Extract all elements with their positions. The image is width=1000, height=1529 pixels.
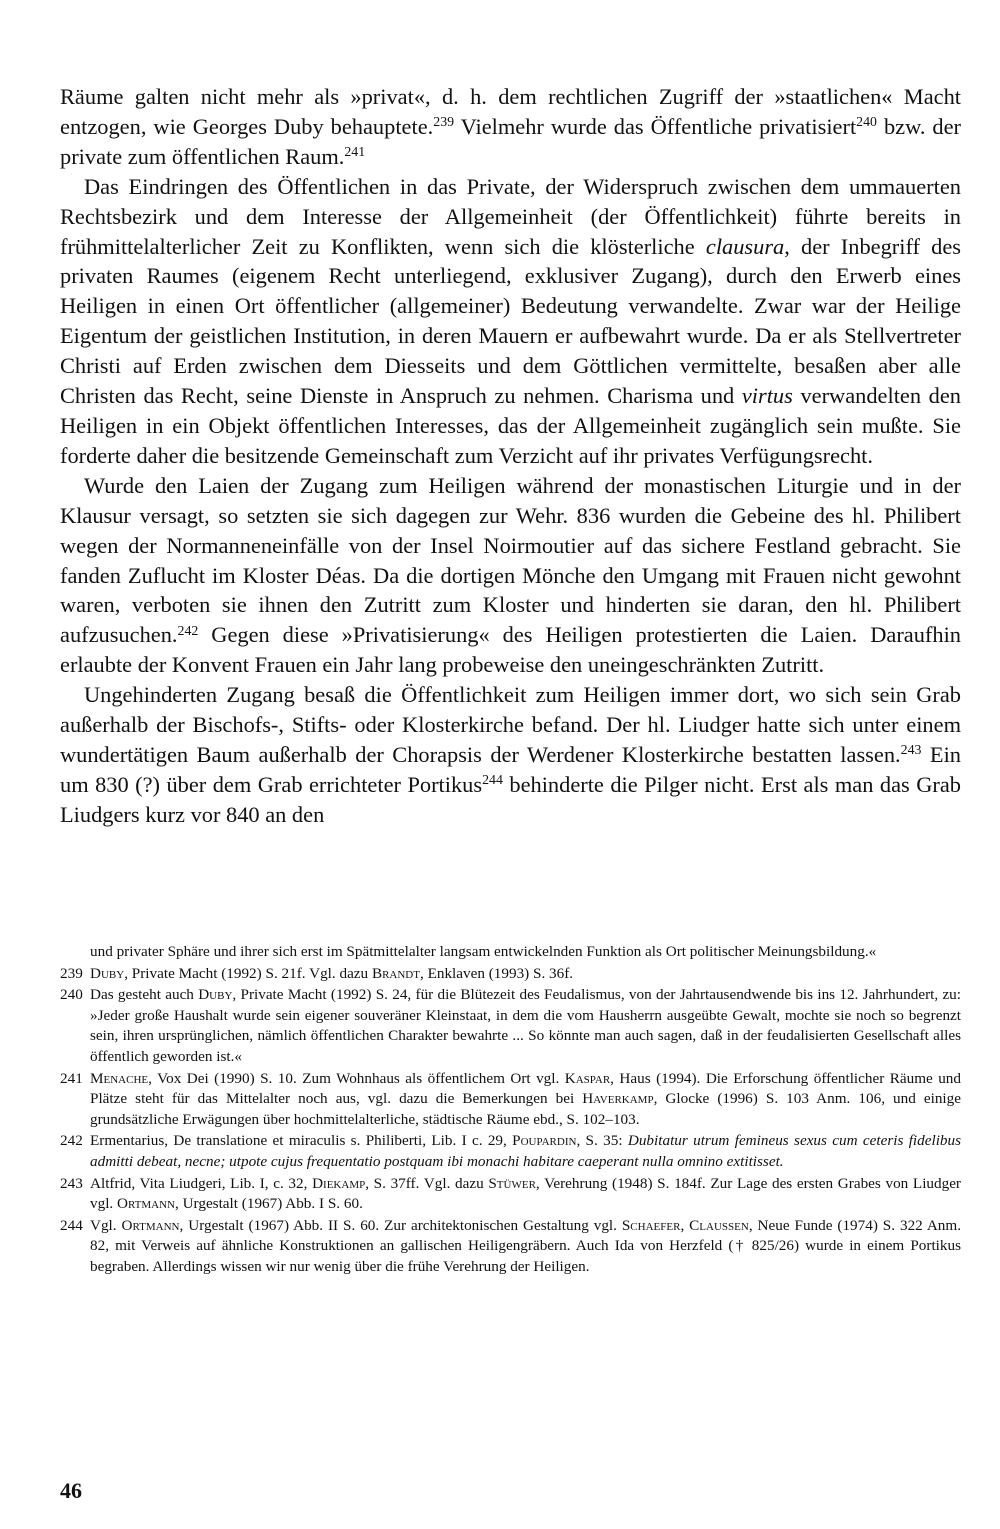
author-name: Brandt	[371, 964, 420, 982]
text-run: Vielmehr wurde das Öffentliche privatisiert	[454, 113, 857, 139]
text-run: verwandelten den Heiligen in ein Objekt öffentlichen Interesses, das der Allgemeinheit zugänglich sein mußte. Sie forderte daher die besitzende Gemeinschaft zum Verzicht auf ihr privates Verfügungsrecht.	[60, 383, 961, 468]
text-run: Ein um 830 (?) über dem Grab errichteter Portikus	[60, 741, 962, 797]
italic-text: virtus	[741, 383, 793, 409]
text-run: behinderte die Pilger nicht. Erst als man das Grab Liudgers kurz vor 840 an den	[60, 771, 961, 827]
text-run: , der Inbegriff des privaten Raumes (eigenem Recht unterliegend, exklusiver Zugang), durch den Erwerb eines Heiligen in einen Ort öffentlicher (allgemeiner) Bedeutung verwandelte. Zwar war der Heilige Eigentum der geistlichen Institution, in deren Mauern er aufbewahrt wurde. Da er als Stellvertreter Christi auf Erden zwischen dem Diesseits und dem Göttlichen vermittelte, besaßen aber alle Christen das Recht, seine Dienste in Anspruch zu nehmen. Charisma und	[60, 233, 961, 409]
text-run: Ermentarius, De translatione et miraculis s. Philiberti, Lib. I c. 29,	[90, 1132, 513, 1150]
footnote	[60, 1216, 961, 1278]
text-run: Wurde den Laien der Zugang zum Heiligen während der monastischen Liturgie und in der Klausur versagt, so setzten sie sich dagegen zur Wehr. 836 wurden die Gebeine des hl. Philibert wegen der Normanneneinfälle von der Insel Noirmoutier auf das sichere Festland gebracht. Sie fanden Zuflucht im Kloster Déas. Da die dortigen Mönche den Umgang mit Frauen nicht gewohnt waren, verboten sie ihnen den Zutritt zum Kloster und hinderten sie daran, den hl. Philibert aufzusuchen.	[60, 472, 961, 648]
footnote-reference: 244	[482, 773, 503, 789]
footnote-number: 243	[60, 1174, 83, 1192]
author-name: Duby	[90, 964, 125, 982]
footnote	[60, 1131, 961, 1172]
text-run: , Enklaven (1993) S. 36f.	[419, 964, 574, 982]
text-run: Vgl.	[90, 1216, 122, 1234]
paragraph	[60, 680, 961, 830]
footnote	[60, 1069, 961, 1131]
footnotes	[60, 942, 961, 1279]
footnote-number: 239	[60, 964, 83, 982]
text-run: , S. 37ff. Vgl. dazu	[365, 1174, 489, 1192]
text-run: , Vox Dei (1990) S. 10. Zum Wohnhaus als öffentlichem Ort vgl.	[148, 1069, 565, 1087]
text-run: und privater Sphäre und ihrer sich erst im Spätmittelalter langsam entwickelnden Funktion als Ort politischer Meinungsbildung.«	[90, 943, 877, 960]
text-run: Räume galten nicht mehr als »privat«, d. h. dem rechtlichen Zugriff der »staatlichen« Macht entzogen, wie Georges Duby behauptete.	[60, 84, 961, 139]
footnote-reference: 242	[177, 623, 199, 639]
author-name: Menache	[90, 1069, 149, 1087]
text-run: Ungehinderten Zugang besaß die Öffentlichkeit zum Heiligen immer dort, wo sich sein Grab außerhalb der Bischofs-, Stifts- oder Klosterkirche befand. Der hl. Liudger hatte sich unter einem wundertätigen Baum außerhalb der Chorapsis der Werdener Klosterkirche bestatten lassen.	[60, 682, 961, 767]
text-run: Altfrid, Vita Liudgeri, Lib. I, c. 32,	[90, 1174, 313, 1192]
footnote-number: 242	[60, 1132, 83, 1150]
footnote-reference: 240	[856, 115, 877, 131]
author-name: Stüwer	[488, 1174, 536, 1192]
footnote-number: 244	[60, 1216, 83, 1234]
footnote-reference: 241	[344, 145, 366, 161]
paragraph	[60, 471, 961, 680]
author-name: Claussen	[689, 1216, 749, 1234]
text-run: , Neue Funde (1974) S. 322 Anm. 82, mit Verweis auf ähnliche Konstruktionen an gallischen Heiligengräbern. Auch Ida von Herzfeld († 825/26) wurde in einem Portikus begraben. Allerdings wissen wir nur wenig über die frühe Verehrung der Heiligen.	[90, 1216, 962, 1275]
author-name: Haverkamp	[582, 1090, 654, 1108]
author-name: Duby	[198, 986, 233, 1004]
page-number: 46	[60, 1478, 82, 1503]
text-run: Das gesteht auch	[90, 986, 199, 1004]
footnote-reference: 239	[433, 115, 455, 131]
paragraph	[60, 172, 961, 471]
author-name: Poupardin	[512, 1132, 577, 1150]
author-name: Diekamp	[312, 1174, 366, 1192]
footnote-continuation	[60, 942, 961, 963]
paragraph	[60, 82, 961, 172]
author-name: Ortmann	[121, 1216, 180, 1234]
text-run: , Urgestalt (1967) Abb. I S. 60.	[175, 1195, 363, 1213]
text-run: ,	[680, 1216, 690, 1234]
italic-text: clausura	[705, 233, 785, 259]
author-name: Kaspar	[564, 1069, 611, 1087]
text-run: , Haus (1994). Die Erforschung öffentlicher Räume und Plätze steht für das Mittelalter noch aus, vgl. dazu die Bemerkungen bei	[90, 1069, 961, 1108]
text-run: Gegen diese »Privatisierung« des Heiligen protestierten die Laien. Daraufhin erlaubte der Konvent Frauen ein Jahr lang probeweise den uneingeschränkten Zutritt.	[60, 622, 961, 678]
text-run: , Private Macht (1992) S. 21f. Vgl. dazu	[124, 964, 372, 982]
text-run: bzw. der private zum öffentlichen Raum.	[60, 113, 962, 169]
footnote-reference: 243	[900, 743, 922, 759]
footnote	[60, 964, 961, 985]
italic-text: Dubitatur utrum femineus sexus cum ceteris fidelibus admitti debeat, necne; utpote cujus frequentatio postquam ibi monachi habitare caeperant nulla omnino extitisset.	[90, 1132, 962, 1170]
text-run: , Verehrung (1948) S. 184f. Zur Lage des ersten Grabes von Liudger vgl.	[90, 1174, 961, 1213]
footnote-number: 240	[60, 986, 83, 1004]
text-run: , S. 35:	[576, 1132, 628, 1150]
author-name: Schaefer	[621, 1216, 681, 1234]
text-run: , Glocke (1996) S. 103 Anm. 106, und einige grundsätzliche Erwägungen über hochmittelalterliche, städtische Räume ebd., S. 102–103.	[90, 1090, 961, 1128]
text-run: , Private Macht (1992) S. 24, für die Blütezeit des Feudalismus, von der Jahrtausendwende bis ins 12. Jahrhundert, zu: »Jeder große Haushalt wurde sein eigener souveräner Kleinstaat, in dem die vom Hausherrn ausgeübte Gewalt, mochte sie noch so begrenzt sein, ihren ursprünglichen, nämlich öffentlichen Charakter bewahrte ... So könnte man auch sagen, daß in der feudalisierten Gesellschaft alles öffentlich geworden ist.«	[90, 986, 961, 1065]
author-name: Ortmann	[117, 1195, 175, 1213]
text-run: , Urgestalt (1967) Abb. II S. 60. Zur architektonischen Gestaltung vgl.	[179, 1216, 622, 1234]
footnote	[60, 985, 961, 1067]
main-text	[60, 82, 961, 830]
text-run: Das Eindringen des Öffentlichen in das Private, der Widerspruch zwischen dem ummauerten Rechtsbezirk und dem Interesse der Allgemeinheit (der Öffentlichkeit) führte bereits in frühmittelalterlicher Zeit zu Konflikten, wenn sich die klösterliche	[60, 173, 961, 259]
footnote	[60, 1174, 961, 1215]
footnote-number: 241	[60, 1069, 83, 1087]
